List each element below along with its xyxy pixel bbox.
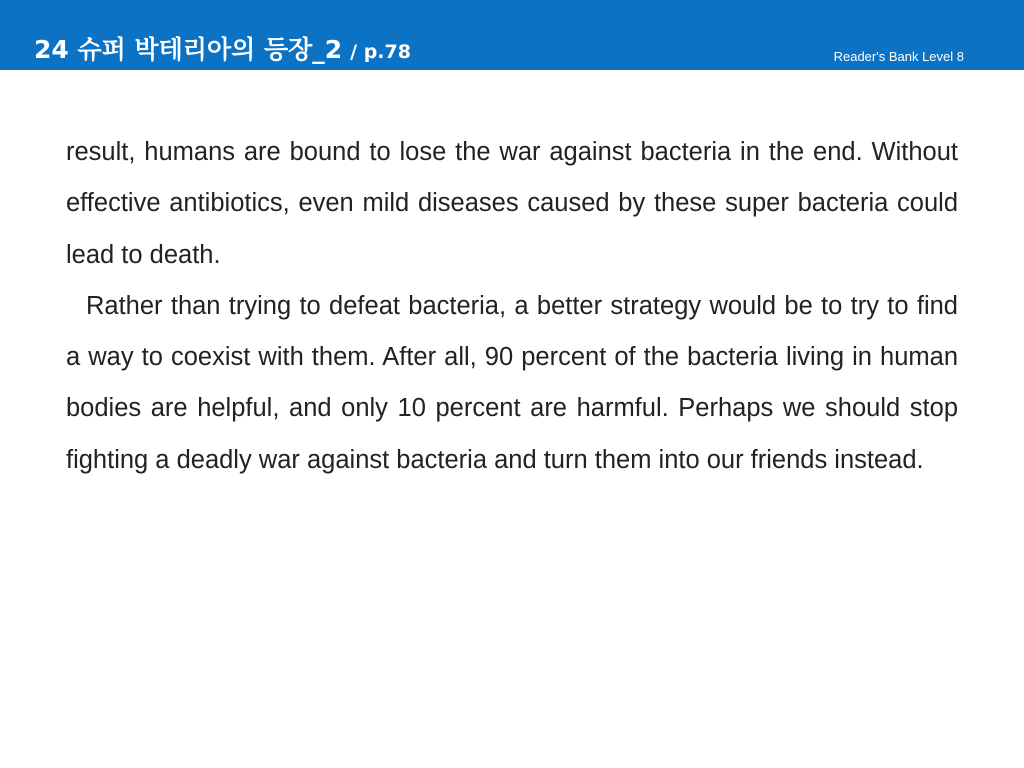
lesson-title: 24 슈퍼 박테리아의 등장_2 [34, 35, 343, 64]
reading-passage [66, 127, 958, 486]
page-title [34, 30, 411, 66]
page-reference: / p.78 [350, 41, 411, 63]
paragraph-2: Rather than trying to defeat bacteria, a better strategy would be to try to find a way to coexist with them. After all, 90 percent of the bacteria living in human bodies are helpful, and only 10 percent are harmful. Perhaps we should stop fighting a deadly war against bacteria and turn them into our friends instead. [66, 291, 958, 474]
brand-label: Reader's Bank Level 8 [833, 49, 964, 64]
header-bar [0, 0, 1024, 70]
paragraph-1: result, humans are bound to lose the war against bacteria in the end. Without effective antibiotics, even mild diseases caused by these super bacteria could lead to death. [66, 138, 958, 269]
